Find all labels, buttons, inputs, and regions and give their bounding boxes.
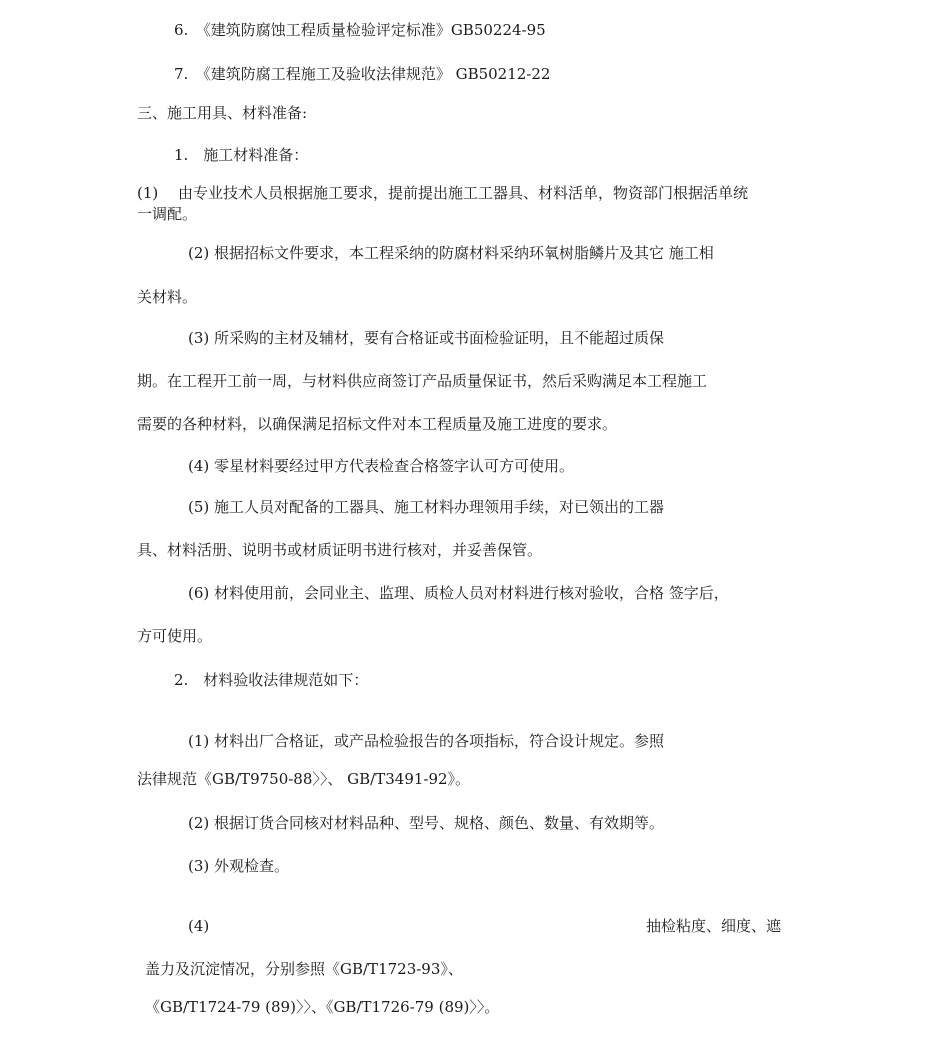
paragraph-line: (3) 所采购的主材及辅材，要有合格证或书面检验证明，且不能超过质保 — [188, 329, 665, 347]
list-number: (4) — [188, 917, 210, 935]
paragraph-line: (2) 根据招标文件要求，本工程采纳的防腐材料采纳环氧树脂鳞片及其它 施工相 — [188, 244, 714, 262]
paragraph-line: (3) 外观检查。 — [188, 857, 290, 875]
standard-item-7: 7. 《建筑防腐工程施工及验收法律规范》 GB50212-22 — [174, 65, 551, 83]
paragraph-line: (5) 施工人员对配备的工器具、施工材料办理领用手续，对已领出的工器 — [188, 498, 665, 516]
paragraph-line: 盖力及沉淀情况，分别参照《GB/T1723-93》、 — [145, 960, 463, 978]
paragraph-line: (4) 零星材料要经过甲方代表检查合格签字认可方可使用。 — [188, 457, 575, 475]
paragraph-line: (1) 材料出厂合格证，或产品检验报告的各项指标，符合设计规定。参照 — [188, 732, 665, 750]
paragraph-line: 具、材料活册、说明书或材质证明书进行核对，并妥善保管。 — [137, 541, 543, 559]
paragraph-line: 《GB/T1724-79 (89)〉〉、《GB/T1726-79 (89)〉〉。 — [145, 998, 500, 1016]
paragraph-line: (6) 材料使用前，会同业主、监理、质检人员对材料进行核对验收，合格 签字后， — [188, 584, 729, 602]
subsection-title-inspection: 2. 材料验收法律规范如下： — [174, 671, 369, 689]
standard-item-6: 6. 《建筑防腐蚀工程质量检验评定标准》GB50224-95 — [174, 21, 546, 39]
paragraph-line: (1) 由专业技术人员根据施工要求，提前提出施工工器具、材料活单，物资部门根据活单统 — [137, 184, 749, 202]
paragraph-line: 关材料。 — [137, 288, 198, 306]
paragraph-line: 法律规范《GB/T9750-88〉〉、 GB/T3491-92》。 — [137, 770, 471, 788]
paragraph-line: 一调配。 — [137, 205, 198, 223]
paragraph-line: 需要的各种材料，以确保满足招标文件对本工程质量及施工进度的要求。 — [137, 415, 618, 433]
paragraph-line: 期。在工程开工前一周，与材料供应商签订产品质量保证书，然后采购满足本工程施工 — [137, 372, 708, 390]
subsection-title-materials: 1. 施工材料准备： — [174, 146, 309, 164]
paragraph-line: (2) 根据订货合同核对材料品种、型号、规格、颜色、数量、有效期等。 — [188, 814, 665, 832]
paragraph-line: 抽检粘度、细度、遮 — [646, 917, 782, 935]
paragraph-line: 方可使用。 — [137, 627, 213, 645]
section-heading: 三、施工用具、材料准备: — [137, 104, 308, 122]
